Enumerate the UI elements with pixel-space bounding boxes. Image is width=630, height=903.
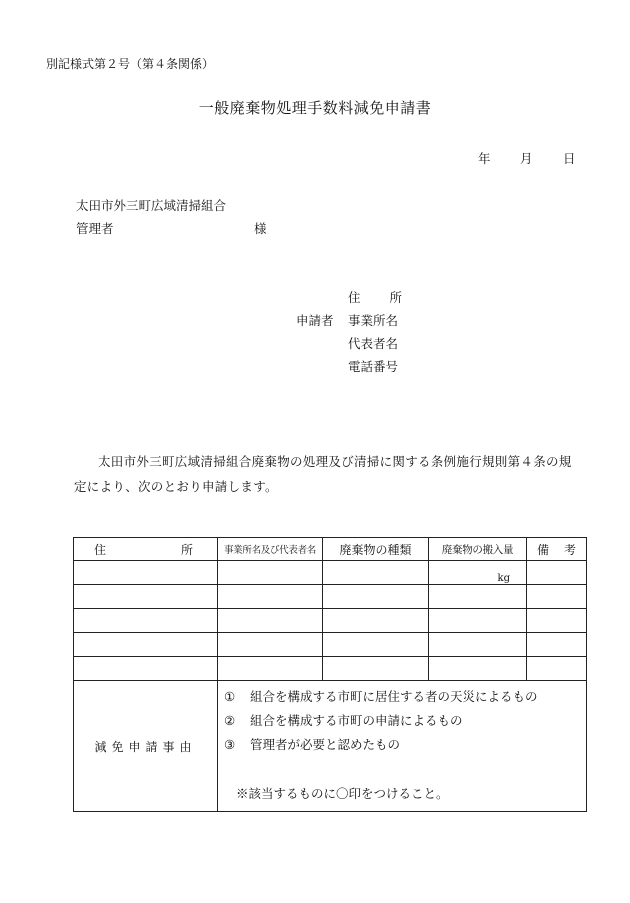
reason-row (74, 681, 587, 812)
cell-address[interactable] (74, 609, 218, 633)
document-title: 一般廃棄物処理手数料減免申請書 (198, 99, 432, 117)
cell-waste-type[interactable] (323, 657, 429, 681)
reason-options (218, 681, 587, 812)
header-office-rep: 事業所名及び代表者名 (218, 538, 323, 561)
reason-note: ※該当するものに〇印をつけること。 (236, 786, 449, 801)
table-row (74, 609, 587, 633)
applicant-representative-label: 代表者名 (348, 336, 399, 351)
cell-remarks[interactable] (527, 609, 587, 633)
cell-remarks[interactable] (527, 657, 587, 681)
header-address-char-1: 住 (94, 542, 107, 557)
body-text: 太田市外三町広域清掃組合廃棄物の処理及び清掃に関する条例施行規則第４条の規定により、次のとおり申請します。 (74, 454, 572, 494)
reason-num: ② (224, 713, 236, 728)
reason-label: 減免申請事由 (74, 681, 218, 812)
applicant-phone-label: 電話番号 (348, 359, 399, 374)
table-row (74, 585, 587, 609)
table-row (74, 561, 587, 585)
date-year-label: 年 (478, 151, 491, 166)
cell-office-rep[interactable] (218, 585, 323, 609)
reason-text: 管理者が必要と認めたもの (250, 737, 401, 752)
header-address-char-2: 所 (180, 542, 193, 557)
header-waste-type: 廃棄物の種類 (323, 538, 429, 561)
addressee-honorific: 様 (254, 221, 267, 236)
cell-office-rep[interactable] (218, 633, 323, 657)
reason-option-2[interactable] (224, 709, 586, 733)
header-remarks-char-2: 考 (563, 542, 576, 557)
cell-office-rep[interactable] (218, 561, 323, 585)
cell-address[interactable] (74, 561, 218, 585)
date-day-label: 日 (563, 151, 576, 166)
cell-quantity[interactable] (429, 657, 527, 681)
waste-table (73, 537, 587, 812)
address-char-1: 住 (348, 290, 361, 305)
cell-quantity[interactable] (429, 585, 527, 609)
cell-address[interactable] (74, 585, 218, 609)
cell-waste-type[interactable] (323, 561, 429, 585)
table-header-row (74, 538, 587, 561)
reason-text: 組合を構成する市町に居住する者の天災によるもの (250, 689, 538, 704)
address-char-2: 所 (389, 290, 402, 305)
reason-text: 組合を構成する市町の申請によるもの (250, 713, 463, 728)
cell-quantity[interactable] (429, 609, 527, 633)
cell-waste-type[interactable] (323, 609, 429, 633)
cell-quantity[interactable] (429, 633, 527, 657)
header-remarks (527, 538, 587, 561)
cell-office-rep[interactable] (218, 657, 323, 681)
cell-address[interactable] (74, 633, 218, 657)
addressee-manager: 管理者 (76, 221, 114, 236)
cell-waste-type[interactable] (323, 633, 429, 657)
applicant-address-label (348, 288, 402, 306)
cell-remarks[interactable] (527, 633, 587, 657)
applicant-label: 申請者 (296, 313, 334, 328)
applicant-office-label: 事業所名 (348, 313, 399, 328)
header-remarks-char-1: 備 (537, 542, 550, 557)
cell-remarks[interactable] (527, 585, 587, 609)
form-label: 別記様式第２号（第４条関係） (46, 57, 215, 71)
reason-num: ③ (224, 737, 236, 752)
cell-office-rep[interactable] (218, 609, 323, 633)
cell-quantity[interactable]: kg (429, 561, 527, 585)
cell-remarks[interactable] (527, 561, 587, 585)
cell-address[interactable] (74, 657, 218, 681)
header-address (74, 538, 218, 561)
table-row (74, 657, 587, 681)
header-quantity: 廃棄物の搬入量 (429, 538, 527, 561)
addressee-organization: 太田市外三町広域清掃組合 (76, 198, 227, 213)
cell-waste-type[interactable] (323, 585, 429, 609)
reason-option-3[interactable] (224, 733, 586, 757)
reason-option-1[interactable] (224, 685, 586, 709)
table-row (74, 633, 587, 657)
reason-num: ① (224, 689, 236, 704)
date-month-label: 月 (520, 151, 533, 166)
